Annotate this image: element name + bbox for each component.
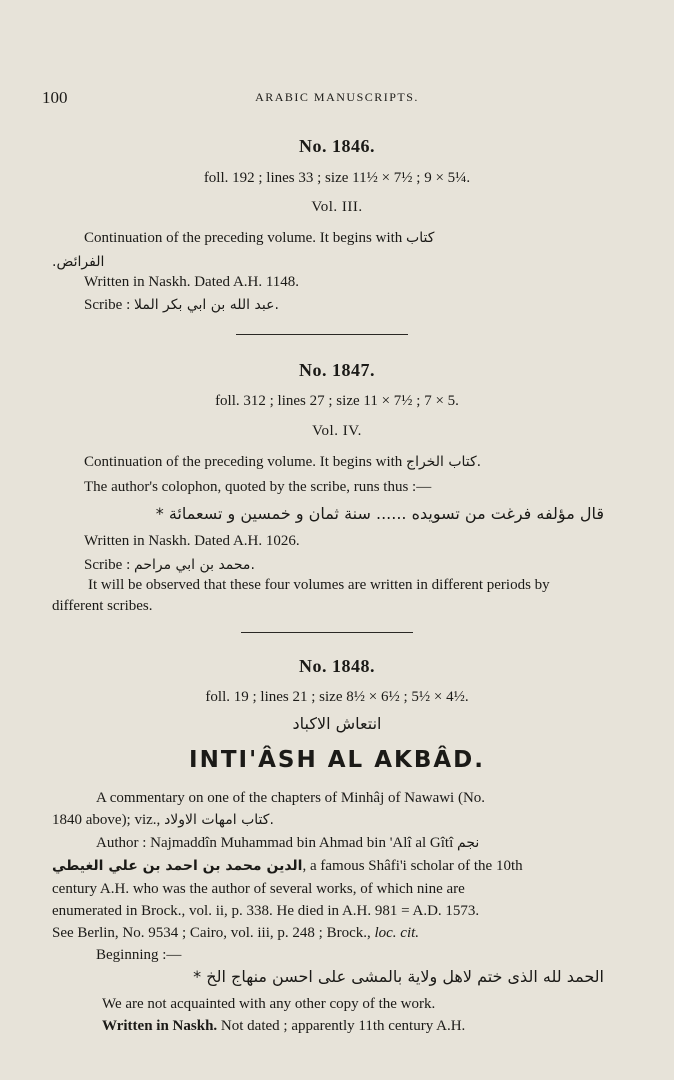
entry-1848-bio-line2: enumerated in Brock., vol. ii, p. 338. He died in A.H. 981 = A.D. 1573. <box>52 903 480 919</box>
entry-1848-author-name: Najmaddîn Muhammad bin Ahmad bin 'Alî al Gîtî <box>150 835 454 851</box>
section-divider <box>241 632 413 633</box>
entry-1848-references <box>52 923 604 944</box>
entry-1846-written: Written in Naskh. Dated A.H. 1148. <box>84 274 300 290</box>
entry-1847-observation: It will be observed that these four volumes are written in different periods by different scribes. <box>52 577 550 614</box>
entry-1848-number: No. 1848. <box>299 656 375 676</box>
entry-1848-written-label: Written in Naskh. <box>102 1018 218 1034</box>
entry-1847-colophon-arabic: قال مؤلفه فرغت من تسويده ...... سنة ثمان و خمسين و تسعمائة * <box>155 504 604 523</box>
entry-1847-scribe-label: Scribe : <box>84 557 131 573</box>
entry-1846-continuation-text: Continuation of the preceding volume. It begins with <box>84 230 403 246</box>
entry-1847-scribe-arabic: محمد بن ابي مراحم. <box>134 557 255 573</box>
entry-1848-written <box>102 1016 622 1037</box>
entry-1848-beginning-arabic: الحمد لله الذى ختم لاهل ولاية بالمشى على احسن منهاج الخ * <box>193 967 604 986</box>
entry-1847-scribe <box>84 555 604 576</box>
entry-1848-description-arabic: كتاب امهات الاولاد. <box>164 812 274 828</box>
entry-1848-bio-line1: century A.H. who was the author of several works, of which nine are <box>52 881 465 897</box>
entry-1847-number: No. 1847. <box>299 360 375 380</box>
entry-1848-beginning-label: Beginning :— <box>96 947 182 963</box>
running-head: ARABIC MANUSCRIPTS. <box>255 90 419 104</box>
entry-1848-description-text: 1840 above); viz., <box>52 812 161 828</box>
entry-1848-description-line1: A commentary on one of the chapters of Minhâj of Nawawi (No. <box>96 790 486 806</box>
entry-1848-other-copies: We are not acquainted with any other copy of the work. <box>102 996 436 1012</box>
entry-1846-number: No. 1846. <box>299 136 375 156</box>
entry-1847-continuation <box>84 452 604 473</box>
entry-1848-author-arabic-2: الدين محمد بن احمد بن علي الغيطي <box>52 858 303 874</box>
entry-1848-meta: foll. 19 ; lines 21 ; size 8½ × 6½ ; 5½ × 4½. <box>205 689 469 705</box>
page-number: 100 <box>42 88 68 107</box>
entry-1847-continuation-text: Continuation of the preceding volume. It begins with <box>84 454 403 470</box>
entry-1848-author-line2 <box>52 856 604 877</box>
section-divider <box>236 334 408 335</box>
entry-1846-scribe <box>84 295 604 316</box>
entry-1848-description-line2 <box>52 810 604 831</box>
entry-1847-volume: Vol. IV. <box>312 423 362 439</box>
entry-1846-scribe-label: Scribe : <box>84 297 131 313</box>
entry-1848-written-rest: Not dated ; apparently 11th century A.H. <box>220 1018 466 1034</box>
entry-1846-continuation-arabic-cont: الفرائض. <box>52 254 105 270</box>
entry-1847-colophon-intro: The author's colophon, quoted by the scribe, runs thus :— <box>84 479 432 495</box>
entry-1846-scribe-arabic: عبد الله بن ابي بكر الملا. <box>134 297 279 313</box>
entry-1847-written: Written in Naskh. Dated A.H. 1026. <box>84 533 300 549</box>
entry-1846-volume: Vol. III. <box>311 199 363 215</box>
entry-1846-continuation-arabic: كتاب <box>406 230 435 246</box>
entry-1848-title: INTI'ÂSH AL AKBÂD. <box>189 747 485 773</box>
entry-1848-author-label: Author : <box>96 835 147 851</box>
entry-1848-references-text: See Berlin, No. 9534 ; Cairo, vol. iii, p. 248 ; Brock., <box>52 925 371 941</box>
entry-1847-meta: foll. 312 ; lines 27 ; size 11 × 7½ ; 7 × 5. <box>215 393 459 409</box>
entry-1848-author-arabic-1: نجم <box>457 835 480 851</box>
entry-1848-arabic-title: انتعاش الاكباد <box>292 714 382 733</box>
entry-1847-continuation-arabic: كتاب الخراج. <box>406 454 482 470</box>
entry-1848-references-loc: loc. cit. <box>374 925 420 941</box>
entry-1848-author-line1 <box>52 833 604 854</box>
entry-1846-continuation <box>84 228 604 249</box>
entry-1846-meta: foll. 192 ; lines 33 ; size 11½ × 7½ ; 9 × 5¼. <box>203 170 471 186</box>
entry-1848-author-rest: , a famous Shâfi'i scholar of the 10th <box>302 858 523 874</box>
